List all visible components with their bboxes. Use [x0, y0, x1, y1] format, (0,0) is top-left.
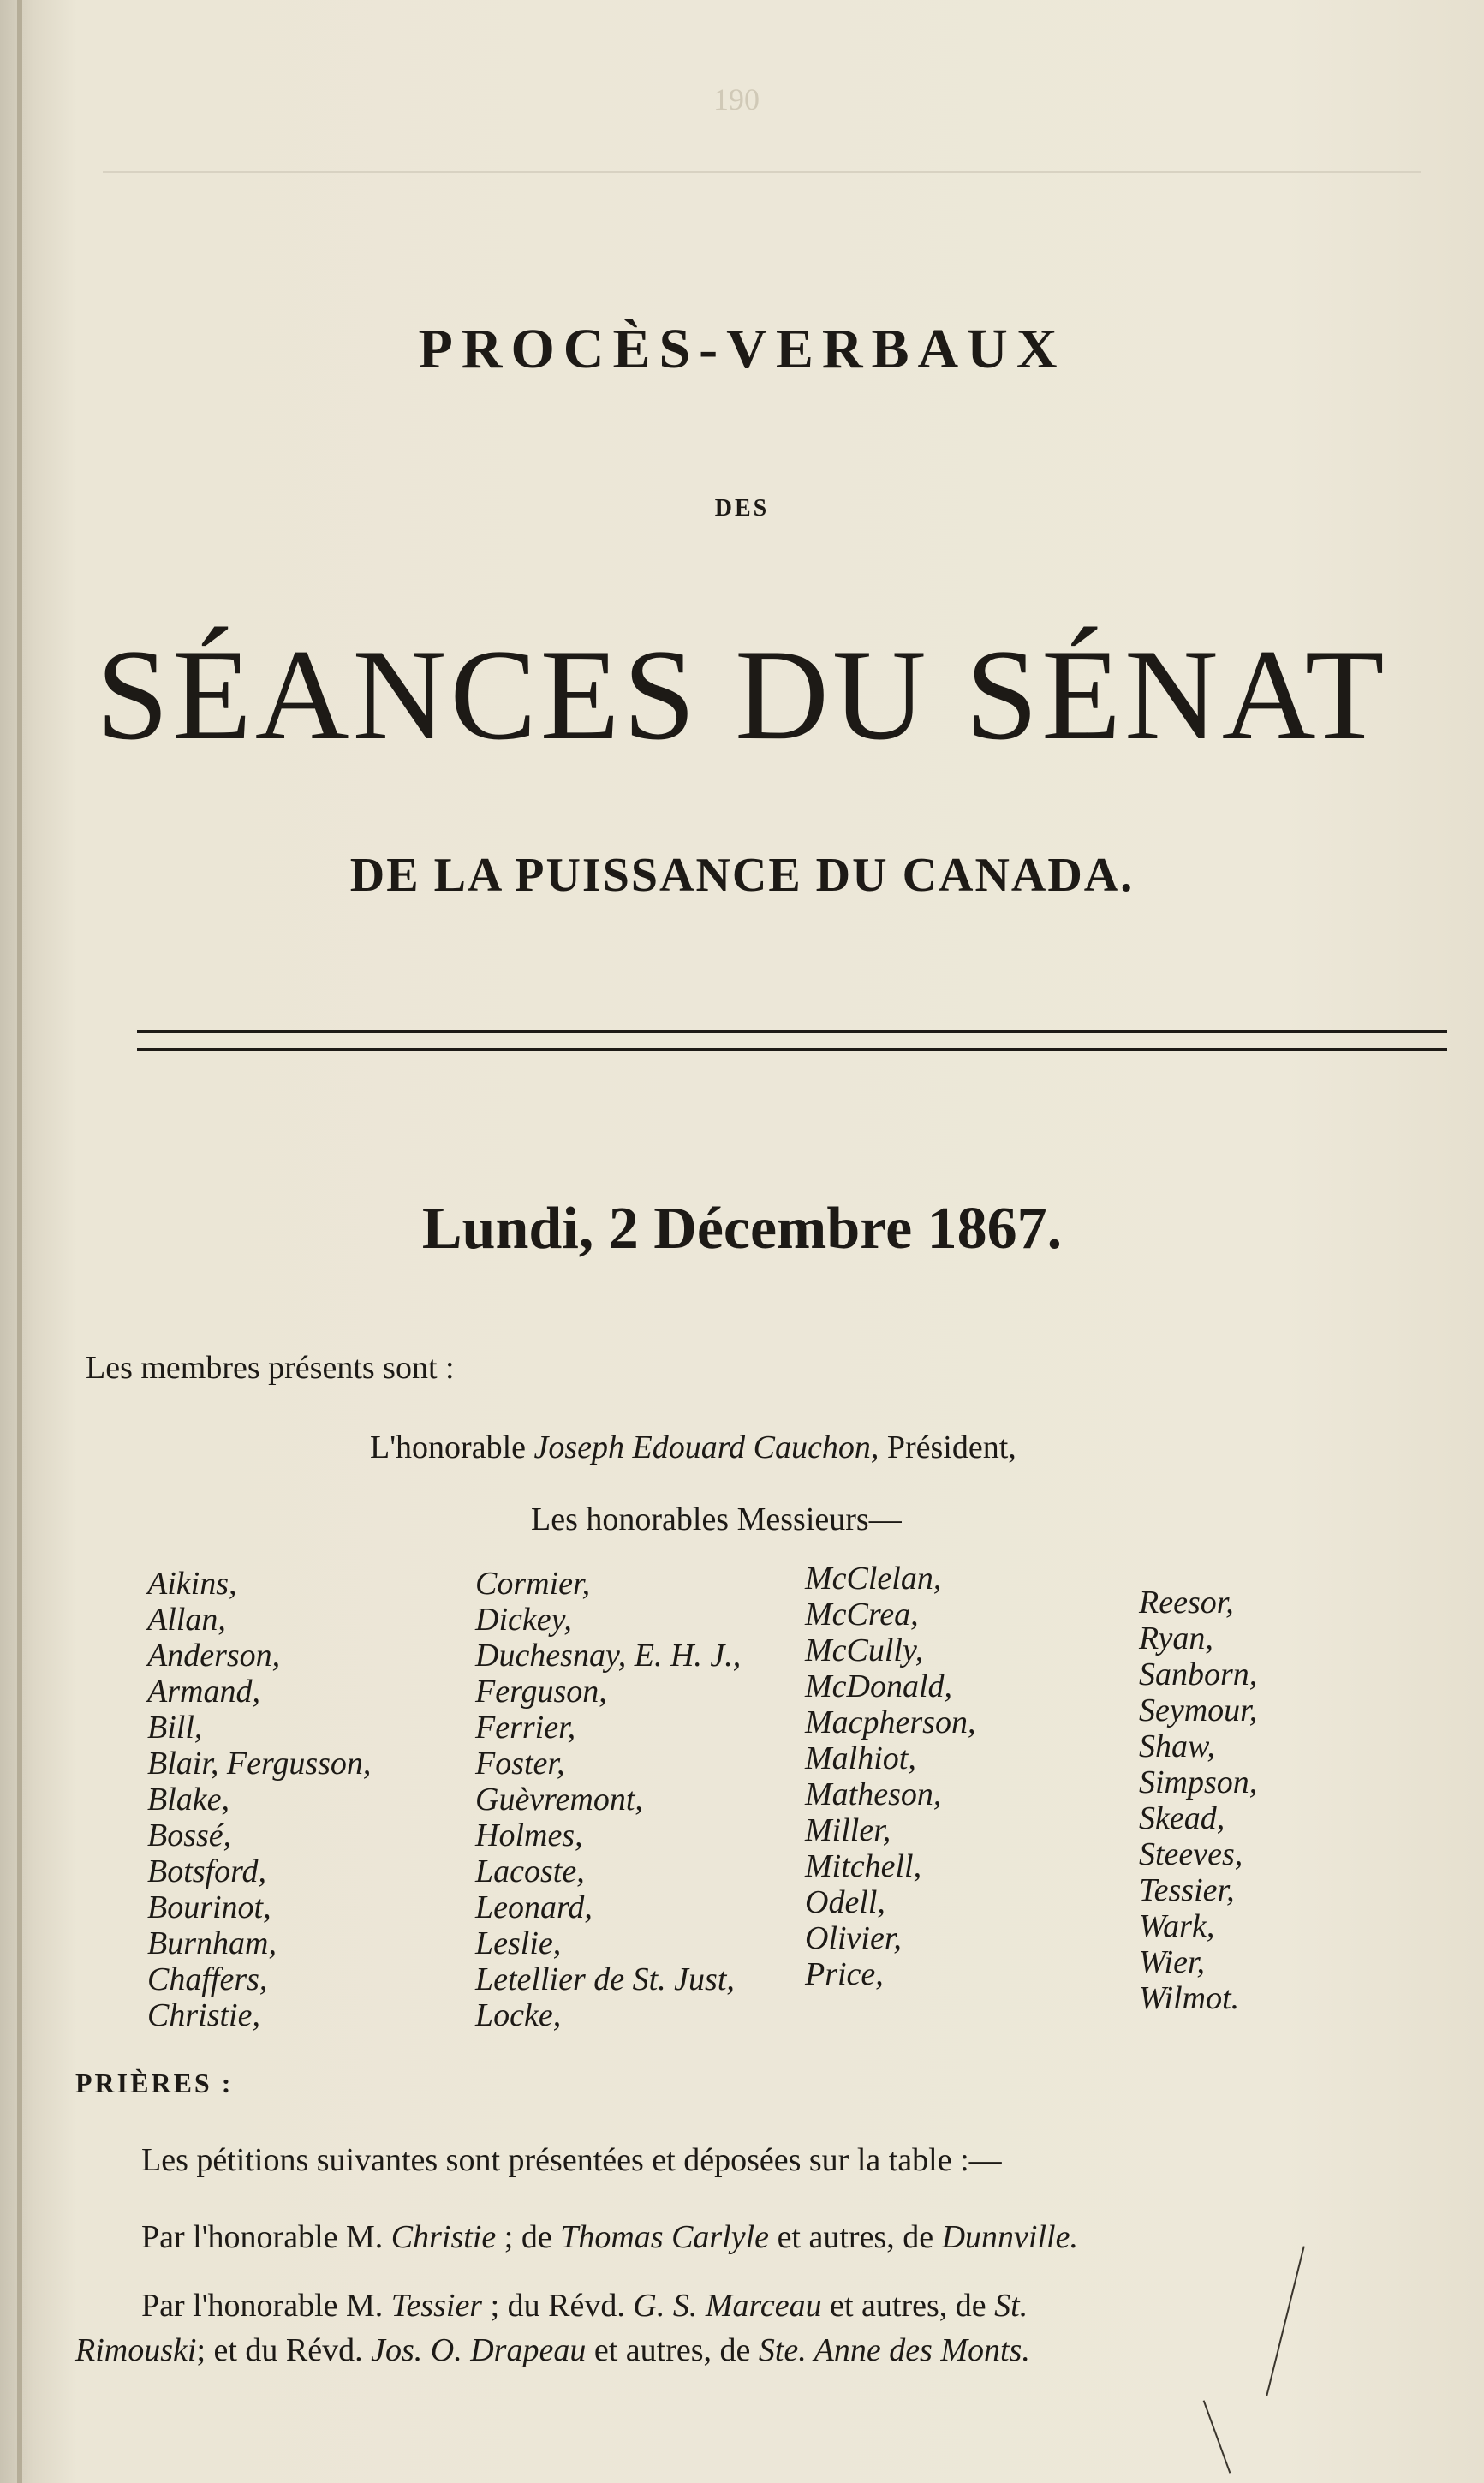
member-name: Cormier,: [475, 1566, 591, 1602]
session-date: Lundi, 2 Décembre 1867.: [421, 1196, 1063, 1262]
members-column-1: [147, 1566, 371, 2033]
member-name: McCully,: [805, 1632, 924, 1668]
petitioner-name: Jos. O. Drapeau: [371, 2332, 587, 2368]
petitions-intro: Les pétitions suivantes sont présentées et déposées sur la table :—: [141, 2142, 1002, 2178]
member-name: Leslie,: [475, 1925, 562, 1961]
member-name: Olivier,: [805, 1920, 902, 1956]
member-name: Guèvremont,: [475, 1782, 643, 1817]
member-name: Miller,: [805, 1812, 891, 1848]
senator-name: Tessier: [390, 2288, 483, 2324]
member-name: Malhiot,: [805, 1740, 916, 1776]
pencil-mark: [1266, 2246, 1304, 2396]
pencil-mark: [1203, 2400, 1231, 2473]
petition-text: et autres, de: [777, 2219, 934, 2255]
member-name: Shaw,: [1139, 1728, 1216, 1764]
member-name: Skead,: [1139, 1800, 1225, 1836]
member-name: Tessier,: [1139, 1872, 1235, 1908]
member-name: Bill,: [147, 1710, 203, 1746]
member-name: Wilmot.: [1139, 1980, 1240, 2016]
member-name: Botsford,: [147, 1853, 266, 1889]
petition-tessier-line2: [75, 2331, 1030, 2369]
place-name: St.: [994, 2288, 1028, 2324]
senator-name: Christie: [390, 2219, 497, 2255]
member-name: Burnham,: [147, 1925, 277, 1961]
member-name: Holmes,: [475, 1817, 583, 1853]
member-name: Bourinot,: [147, 1889, 271, 1925]
member-name: Christie,: [147, 1997, 260, 2033]
member-name: Anderson,: [147, 1638, 281, 1674]
petitioner-name: G. S. Marceau: [633, 2288, 822, 2324]
member-name: Matheson,: [805, 1776, 942, 1812]
member-name: Macpherson,: [805, 1704, 976, 1740]
members-intro: Les membres présents sont :: [86, 1350, 455, 1386]
member-name: Odell,: [805, 1884, 885, 1920]
member-name: Ferrier,: [475, 1710, 576, 1746]
member-name: Price,: [805, 1956, 884, 1992]
president-name: Joseph Edouard Cauchon,: [533, 1430, 879, 1465]
members-column-2: [475, 1566, 741, 2033]
member-name: Ferguson,: [475, 1674, 607, 1710]
title-des: DES: [714, 495, 770, 522]
member-name: Steeves,: [1139, 1836, 1243, 1872]
petition-christie: [141, 2218, 1078, 2256]
member-name: Wier,: [1139, 1944, 1206, 1980]
member-name: Aikins,: [147, 1566, 237, 1602]
member-name: Blake,: [147, 1782, 230, 1817]
title-puissance-du-canada: DE LA PUISSANCE DU CANADA.: [349, 849, 1135, 902]
place-name: Ste. Anne des Monts.: [758, 2332, 1030, 2368]
petition-text: Par l'honorable M.: [141, 2219, 384, 2255]
petition-tessier-line1: [141, 2287, 1028, 2325]
member-name: Leonard,: [475, 1889, 593, 1925]
members-column-3: [805, 1561, 975, 1992]
petition-text: et autres, de: [830, 2288, 986, 2324]
member-name: Wark,: [1139, 1908, 1215, 1944]
member-name: Mitchell,: [805, 1848, 922, 1884]
member-name: Lacoste,: [475, 1853, 585, 1889]
member-name: Sanborn,: [1139, 1656, 1258, 1692]
petition-text: ; de: [504, 2219, 552, 2255]
double-rule-top: [137, 1030, 1447, 1033]
member-name: McCrea,: [805, 1597, 919, 1632]
title-seances-du-senat: SÉANCES DU SÉNAT: [96, 623, 1388, 767]
member-name: Duchesnay, E. H. J.,: [475, 1638, 742, 1674]
member-name: Seymour,: [1139, 1692, 1258, 1728]
member-name: Dickey,: [475, 1602, 572, 1638]
title-proces-verbaux: PROCÈS-VERBAUX: [418, 318, 1066, 380]
double-rule-bottom: [137, 1048, 1447, 1051]
president-line: [370, 1429, 1016, 1466]
petition-text: ; du Révd.: [490, 2288, 625, 2324]
member-name: Reesor,: [1139, 1585, 1234, 1621]
member-name: Allan,: [147, 1602, 226, 1638]
place-name: Rimouski: [75, 2332, 197, 2368]
member-name: Blair, Fergusson,: [147, 1746, 372, 1782]
petition-text: ; et du Révd.: [196, 2332, 363, 2368]
member-name: Ryan,: [1139, 1621, 1213, 1656]
bleed-through-rule: [103, 171, 1421, 173]
member-name: Bossé,: [147, 1817, 232, 1853]
member-name: Chaffers,: [147, 1961, 268, 1997]
member-name: Letellier de St. Just,: [475, 1961, 735, 1997]
member-name: McDonald,: [805, 1668, 953, 1704]
messieurs-label: Les honorables Messieurs—: [531, 1501, 902, 1537]
members-column-4: [1139, 1585, 1257, 2016]
member-name: Armand,: [147, 1674, 260, 1710]
prieres-heading: PRIÈRES :: [75, 2068, 234, 2098]
petitioner-name: Thomas Carlyle: [560, 2219, 770, 2255]
place-name: Dunnville.: [941, 2219, 1078, 2255]
member-name: Locke,: [475, 1997, 562, 2033]
petition-text: Par l'honorable M.: [141, 2288, 384, 2324]
president-title: Président,: [886, 1430, 1016, 1465]
petition-text: et autres, de: [593, 2332, 751, 2368]
member-name: Foster,: [475, 1746, 565, 1782]
member-name: McClelan,: [805, 1561, 942, 1597]
page-number: 190: [713, 82, 760, 116]
president-prefix: L'honorable: [370, 1430, 527, 1465]
member-name: Simpson,: [1139, 1764, 1258, 1800]
